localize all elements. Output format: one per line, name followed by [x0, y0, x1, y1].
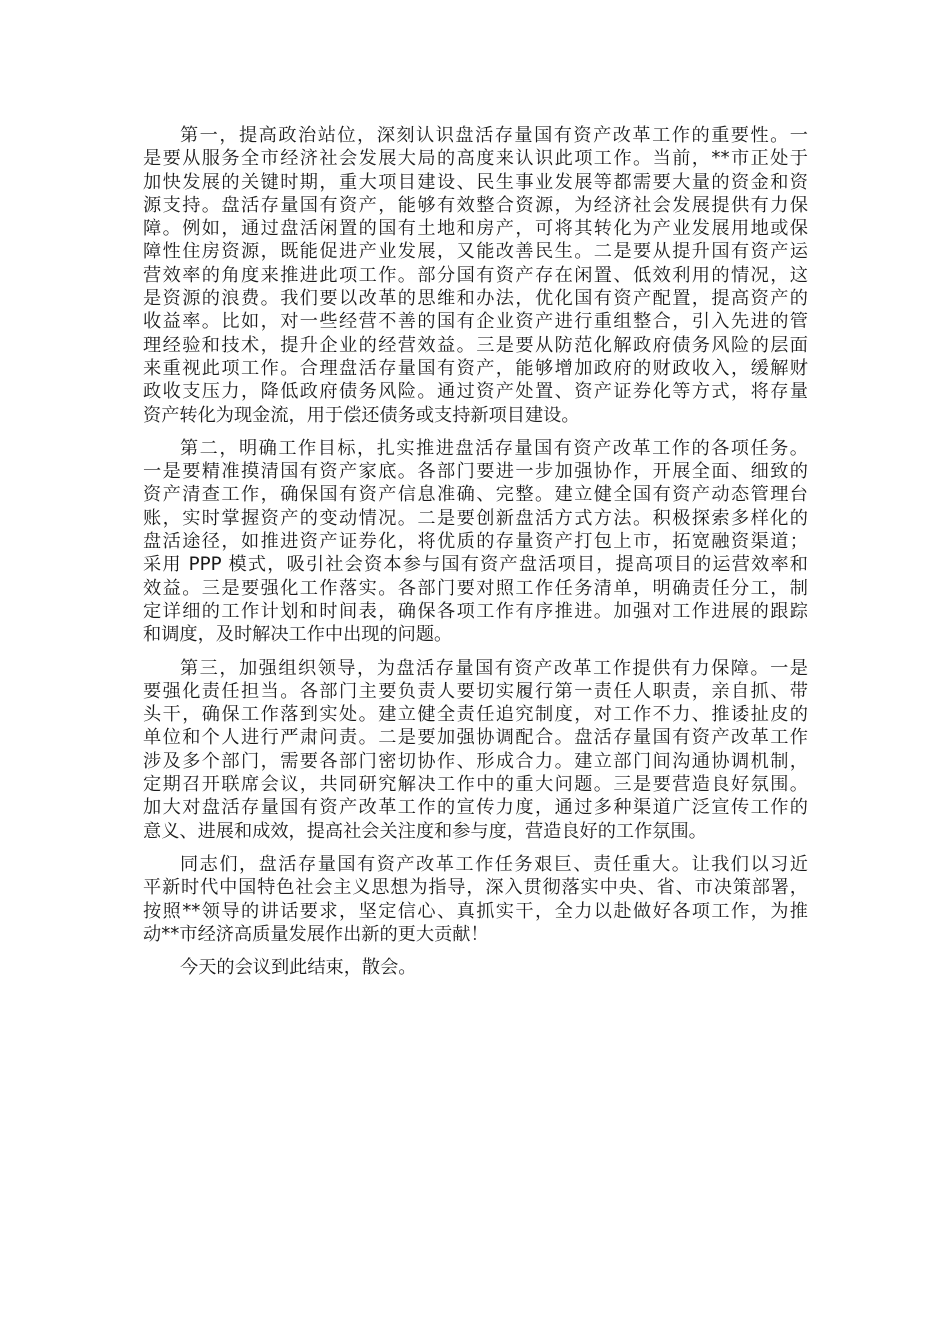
text-line: 定期召开联席会议，共同研究解决工作中的重大问题。三是要营造良好氛围。	[143, 774, 808, 796]
paragraph-adjournment	[143, 956, 808, 979]
text-line: 加大对盘活存量国有资产改革工作的宣传力度，通过多种渠道广泛宣传工作的	[143, 797, 808, 819]
text-line: 头干，确保工作落到实处。建立健全责任追究制度，对工作不力、推诿扯皮的	[143, 704, 808, 726]
text-line: 第三，加强组织领导，为盘活存量国有资产改革工作提供有力保障。一是	[180, 657, 808, 679]
text-line: 障性住房资源，既能促进产业发展，又能改善民生。二是要从提升国有资产运	[143, 241, 808, 263]
text-line: 营效率的角度来推进此项工作。部分国有资产存在闲置、低效利用的情况，这	[143, 264, 808, 286]
text-line: 源支持。盘活存量国有资产，能够有效整合资源，为经济社会发展提供有力保	[143, 194, 808, 216]
paragraph-section-3	[143, 657, 808, 843]
text-line: 采用 PPP 模式，吸引社会资本参与国有资产盘活项目，提高项目的运营效率和	[143, 554, 808, 576]
paragraph-section-2	[143, 437, 808, 647]
text-line: 要强化责任担当。各部门主要负责人要切实履行第一责任人职责，亲自抓、带	[143, 680, 808, 702]
document-body	[143, 124, 808, 989]
text-line: 按照**领导的讲话要求，坚定信心、真抓实干，全力以赴做好各项工作，为推	[143, 900, 808, 922]
text-line: 是要从服务全市经济社会发展大局的高度来认识此项工作。当前，**市正处于	[143, 148, 808, 170]
text-line: 加快发展的关键时期，重大项目建设、民生事业发展等都需要大量的资金和资	[143, 171, 808, 193]
paragraph-section-1	[143, 124, 808, 427]
text-line: 第二，明确工作目标，扎实推进盘活存量国有资产改革工作的各项任务。	[180, 437, 808, 459]
text-line: 意义、进展和成效，提高社会关注度和参与度，营造良好的工作氛围。	[143, 820, 707, 842]
text-line: 账，实时掌握资产的变动情况。二是要创新盘活方式方法。积极探索多样化的	[143, 507, 808, 529]
text-line: 理经验和技术，提升企业的经营效益。三是要从防范化解政府债务风险的层面	[143, 334, 808, 356]
text-line: 今天的会议到此结束，散会。	[180, 957, 417, 979]
text-line: 单位和个人进行严肃问责。二是要加强协调配合。盘活存量国有资产改革工作	[143, 727, 808, 749]
text-line: 盘活途径，如推进资产证券化，将优质的存量资产打包上市，拓宽融资渠道；	[143, 531, 808, 553]
text-line: 障。例如，通过盘活闲置的国有土地和房产，可将其转化为产业发展用地或保	[143, 218, 808, 240]
text-line: 一是要精准摸清国有资产家底。各部门要进一步加强协作，开展全面、细致的	[143, 461, 808, 483]
text-line: 动**市经济高质量发展作出新的更大贡献！	[143, 923, 489, 945]
text-line: 定详细的工作计划和时间表，确保各项工作有序推进。加强对工作进展的跟踪	[143, 600, 808, 622]
text-line: 第一，提高政治站位，深刻认识盘活存量国有资产改革工作的重要性。一	[180, 125, 808, 146]
text-line: 同志们，盘活存量国有资产改革工作任务艰巨、责任重大。让我们以习近	[180, 853, 808, 875]
text-line: 资产清查工作，确保国有资产信息准确、完整。建立健全国有资产动态管理台	[143, 484, 808, 506]
text-line: 收益率。比如，对一些经营不善的国有企业资产进行重组整合，引入先进的管	[143, 311, 808, 333]
text-line: 效益。三是要强化工作落实。各部门要对照工作任务清单，明确责任分工，制	[143, 577, 808, 599]
text-line: 是资源的浪费。我们要以改革的思维和办法，优化国有资产配置，提高资产的	[143, 288, 808, 310]
text-line: 涉及多个部门，需要各部门密切协作、形成合力。建立部门间沟通协调机制，	[143, 750, 808, 772]
text-line: 政收支压力，降低政府债务风险。通过资产处置、资产证券化等方式，将存量	[143, 381, 808, 403]
text-line: 来重视此项工作。合理盘活存量国有资产，能够增加政府的财政收入，缓解财	[143, 357, 808, 379]
paragraph-closing-call	[143, 853, 808, 946]
text-line: 和调度，及时解决工作中出现的问题。	[143, 624, 453, 646]
text-line: 资产转化为现金流，用于偿还债务或支持新项目建设。	[143, 404, 580, 426]
text-line: 平新时代中国特色社会主义思想为指导，深入贯彻落实中央、省、市决策部署，	[143, 877, 808, 899]
